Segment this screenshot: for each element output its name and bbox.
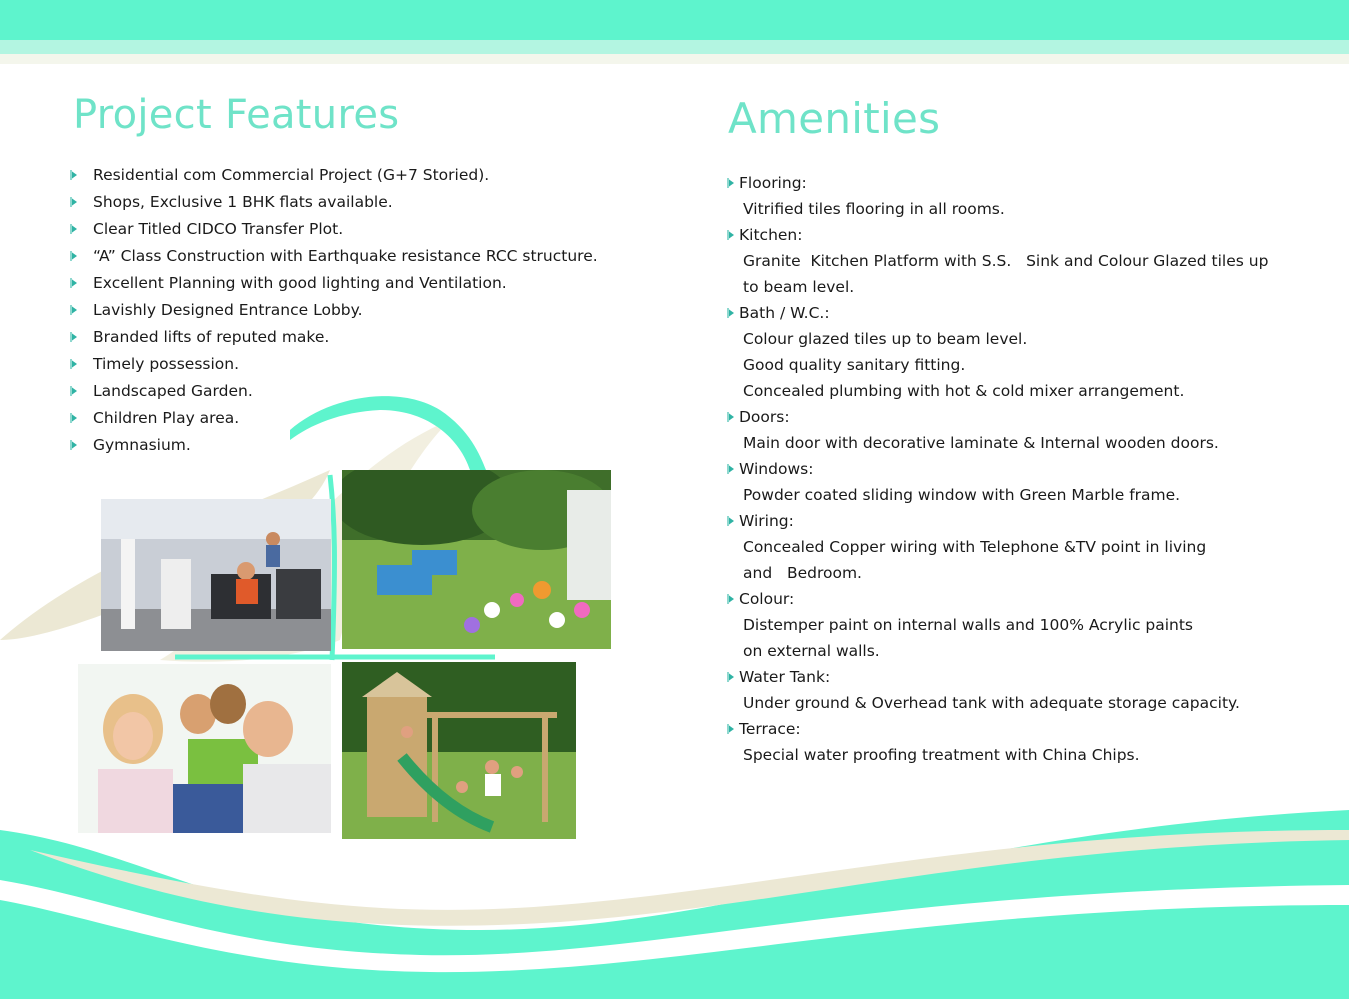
amenity-detail-line: Under ground & Overhead tank with adequate storage capacity. [743,694,1240,712]
arrow-bullet-icon [70,359,77,369]
amenity-heading [727,300,1268,326]
amenity-heading-text: Kitchen: [739,226,803,244]
arrow-bullet-icon [727,464,734,474]
arrow-bullet-icon [70,278,77,288]
arrow-bullet-icon [727,308,734,318]
arrow-bullet-icon [70,224,77,234]
amenity-detail-line: on external walls. [743,642,880,660]
amenities-title: Amenities [728,94,941,143]
amenity-detail-line: to beam level. [743,278,855,296]
project-feature-item [70,270,598,297]
arrow-bullet-icon [727,178,734,188]
project-feature-item [70,297,598,324]
amenity-detail-line: Main door with decorative laminate & Internal wooden doors. [743,434,1219,452]
amenity-detail-line: Vitrified tiles flooring in all rooms. [743,200,1005,218]
garden-photo [342,470,611,649]
project-feature-item [70,324,598,351]
project-feature-item [70,432,598,459]
amenity-heading-text: Colour: [739,590,795,608]
amenity-heading [727,586,1268,612]
project-features-list [70,162,598,459]
amenity-detail-line: Special water proofing treatment with China Chips. [743,746,1140,764]
amenity-detail-line: Granite Kitchen Platform with S.S. Sink and Colour Glazed tiles up [743,252,1269,270]
amenity-detail-line: Concealed plumbing with hot & cold mixer arrangement. [743,382,1185,400]
amenity-heading [727,508,1268,534]
project-feature-item [70,162,598,189]
project-feature-item [70,405,598,432]
project-feature-text: Excellent Planning with good lighting and Ventilation. [93,274,507,292]
amenity-heading [727,664,1268,690]
amenity-detail-line: and Bedroom. [743,564,862,582]
amenity-heading [727,456,1268,482]
arrow-bullet-icon [727,412,734,422]
amenity-heading-text: Doors: [739,408,790,426]
arrow-bullet-icon [70,413,77,423]
project-feature-text: Children Play area. [93,409,240,427]
arrow-bullet-icon [70,170,77,180]
arrow-bullet-icon [70,332,77,342]
amenity-heading [727,404,1268,430]
project-feature-text: “A” Class Construction with Earthquake resistance RCC structure. [93,247,598,265]
play-area-photo [342,662,576,839]
amenity-detail-line: Concealed Copper wiring with Telephone &TV point in living [743,538,1207,556]
amenity-detail-line: Colour glazed tiles up to beam level. [743,330,1028,348]
project-features-title: Project Features [73,92,400,138]
arrow-bullet-icon [727,724,734,734]
amenity-heading-text: Flooring: [739,174,807,192]
project-feature-text: Shops, Exclusive 1 BHK flats available. [93,193,393,211]
project-feature-text: Residential com Commercial Project (G+7 Storied). [93,166,490,184]
amenity-heading-text: Windows: [739,460,814,478]
project-feature-text: Lavishly Designed Entrance Lobby. [93,301,363,319]
amenities-list [727,170,1268,768]
amenity-heading [727,170,1268,196]
amenity-detail-line: Good quality sanitary fitting. [743,356,966,374]
amenity-detail-line: Distemper paint on internal walls and 100% Acrylic paints [743,616,1194,634]
project-feature-text: Timely possession. [93,355,240,373]
arrow-bullet-icon [70,251,77,261]
project-feature-item [70,351,598,378]
arrow-bullet-icon [727,230,734,240]
amenity-heading [727,716,1268,742]
project-feature-text: Gymnasium. [93,436,191,454]
project-feature-item [70,189,598,216]
project-feature-text: Branded lifts of reputed make. [93,328,330,346]
project-feature-item [70,216,598,243]
arrow-bullet-icon [727,672,734,682]
family-photo [78,664,331,833]
arrow-bullet-icon [70,386,77,396]
amenity-heading-text: Bath / W.C.: [739,304,830,322]
arrow-bullet-icon [727,594,734,604]
amenity-heading-text: Water Tank: [739,668,831,686]
amenity-heading [727,222,1268,248]
amenity-heading-text: Terrace: [739,720,801,738]
arrow-bullet-icon [70,440,77,450]
arrow-bullet-icon [70,197,77,207]
project-feature-item [70,378,598,405]
amenity-heading-text: Wiring: [739,512,794,530]
gymnasium-photo [101,499,331,651]
arrow-bullet-icon [70,305,77,315]
project-feature-item [70,243,598,270]
arrow-bullet-icon [727,516,734,526]
amenity-detail-line: Powder coated sliding window with Green Marble frame. [743,486,1181,504]
project-feature-text: Clear Titled CIDCO Transfer Plot. [93,220,344,238]
project-feature-text: Landscaped Garden. [93,382,253,400]
